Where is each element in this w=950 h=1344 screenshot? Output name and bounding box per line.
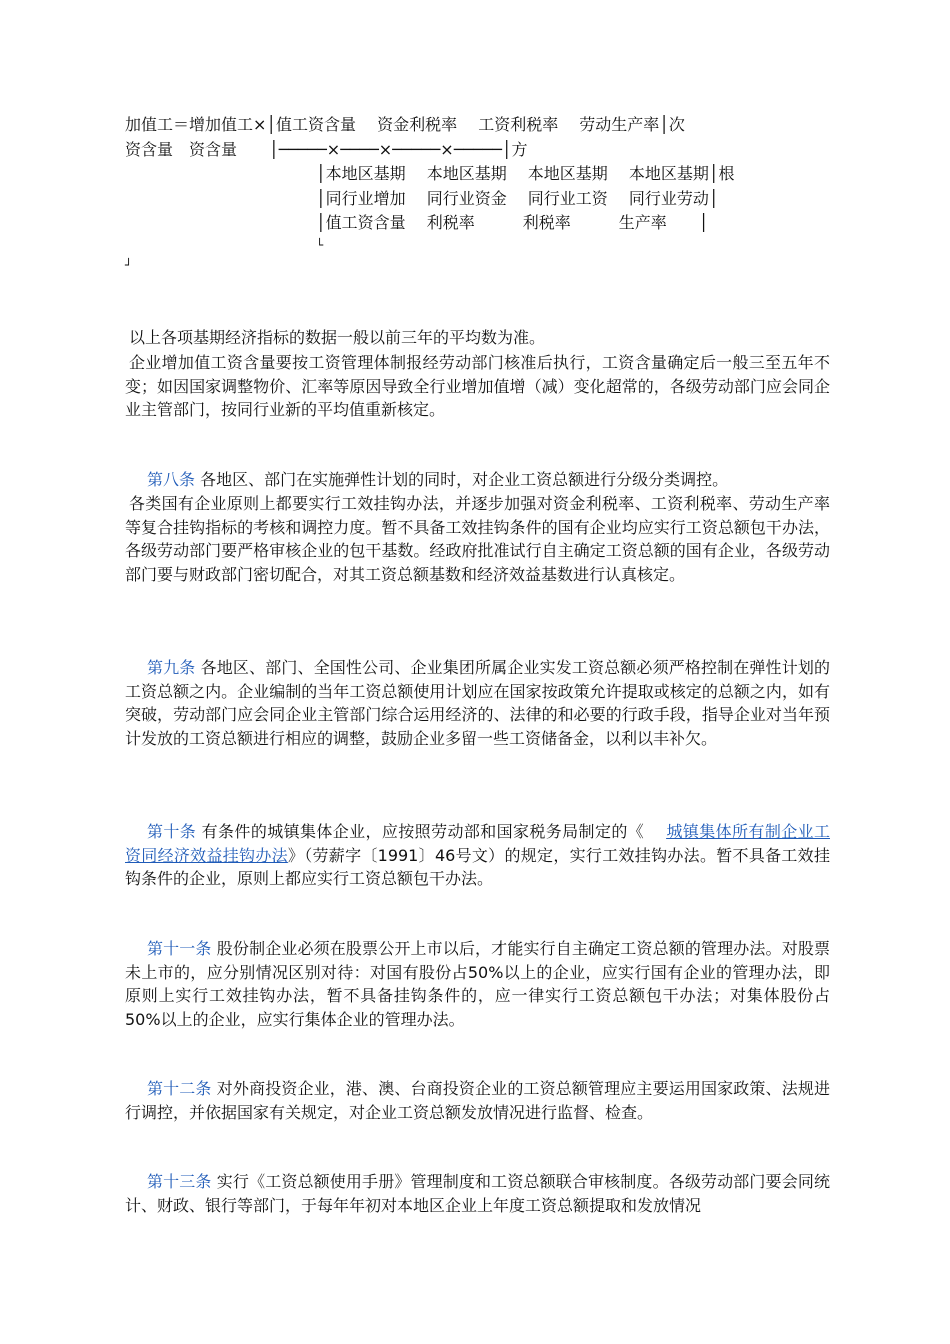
formula-line-7: ┘ <box>125 258 133 272</box>
intro-paragraph-2: 企业增加值工资含量要按工资管理体制报经劳动部门核准后执行，工资含量确定后一般三至五年不变；如因国家调整物价、汇率等原因导致全行业增加值增（减）变化超常的，各级劳动部门应会同企业主管部门，按同行业新的平均值重新核定。 <box>125 353 830 419</box>
article-10 <box>125 820 830 891</box>
intro-paragraph-1: 以上各项基期经济指标的数据一般以前三年的平均数为准。 <box>129 328 546 347</box>
article-10-text-before: 有条件的城镇集体企业，应按照劳动部和国家税务局制定的《 <box>201 822 645 841</box>
article-13 <box>125 1170 830 1217</box>
article-10-label: 第十条 <box>147 822 197 841</box>
article-9 <box>125 656 830 750</box>
article-13-label: 第十三条 <box>147 1172 212 1191</box>
article-13-text: 实行《工资总额使用手册》管理制度和工资总额联合审核制度。各级劳动部门要会同统计、财政、银行等部门，于每年年初对本地区企业上年度工资总额提取和发放情况 <box>125 1172 830 1215</box>
article-9-label: 第九条 <box>147 658 196 677</box>
article-10-text-after: 》（劳薪字〔1991〕46号文）的规定，实行工效挂钩办法。暂不具备工效挂钩条件的企业，原则上都应实行工资总额包干办法。 <box>125 845 830 888</box>
formula-line-6: └ <box>316 238 324 252</box>
article-11-text: 股份制企业必须在股票公开上市以后，才能实行自主确定工资总额的管理办法。对股票未上市的，应分别情况区别对待：对国有股份占50%以上的企业，应实行国有企业的管理办法，即原则上实行工效挂钩办法，暂不具备挂钩条件的，应一律实行工资总额包干办法；对集体股份占50%以上的企业，应实行集体企业的管理办法。 <box>125 939 830 1029</box>
formula-line-2: 资含量 资含量 │─────×────×─────×─────│方 <box>125 140 528 159</box>
article-8-text: 各地区、部门在实施弹性计划的同时，对企业工资总额进行分级分类调控。 <box>200 470 729 489</box>
article-12 <box>125 1077 830 1124</box>
article-11-label: 第十一条 <box>147 939 212 958</box>
formula-line-1: 加值工＝增加值工×│值工资含量 资金利税率 工资利税率 劳动生产率│次 <box>125 115 685 134</box>
article-8-label: 第八条 <box>147 470 196 489</box>
formula-line-5: │值工资含量 利税率 利税率 生产率 │ <box>316 213 709 232</box>
regulation-link[interactable]: 城镇集体所有制企业工资同经济效益挂钩办法 <box>125 822 830 865</box>
formula-line-4: │同行业增加 同行业资金 同行业工资 同行业劳动│ <box>316 189 719 208</box>
article-12-label: 第十二条 <box>147 1079 212 1098</box>
article-8 <box>125 468 830 492</box>
article-12-text: 对外商投资企业，港、澳、台商投资企业的工资总额管理应主要运用国家政策、法规进行调控，并依据国家有关规定，对企业工资总额发放情况进行监督、检查。 <box>125 1079 830 1122</box>
article-8-paragraph-2: 各类国有企业原则上都要实行工效挂钩办法，并逐步加强对资金利税率、工资利税率、劳动生产率等复合挂钩指标的考核和调控力度。暂不具备工效挂钩条件的国有企业均应实行工资总额包干办法，各级劳动部门要严格审核企业的包干基数。经政府批准试行自主确定工资总额的国有企业，各级劳动部门要与财政部门密切配合，对其工资总额基数和经济效益基数进行认真核定。 <box>125 494 830 584</box>
formula-line-3: │本地区基期 本地区基期 本地区基期 本地区基期│根 <box>316 164 735 183</box>
article-9-text: 各地区、部门、全国性公司、企业集团所属企业实发工资总额必须严格控制在弹性计划的工资总额之内。企业编制的当年工资总额使用计划应在国家按政策允许提取或核定的总额之内，如有突破，劳动部门应会同企业主管部门综合运用经济的、法律的和必要的行政手段，指导企业对当年预计发放的工资总额进行相应的调整，鼓励企业多留一些工资储备金，以利以丰补欠。 <box>125 658 830 748</box>
article-11 <box>125 937 830 1031</box>
